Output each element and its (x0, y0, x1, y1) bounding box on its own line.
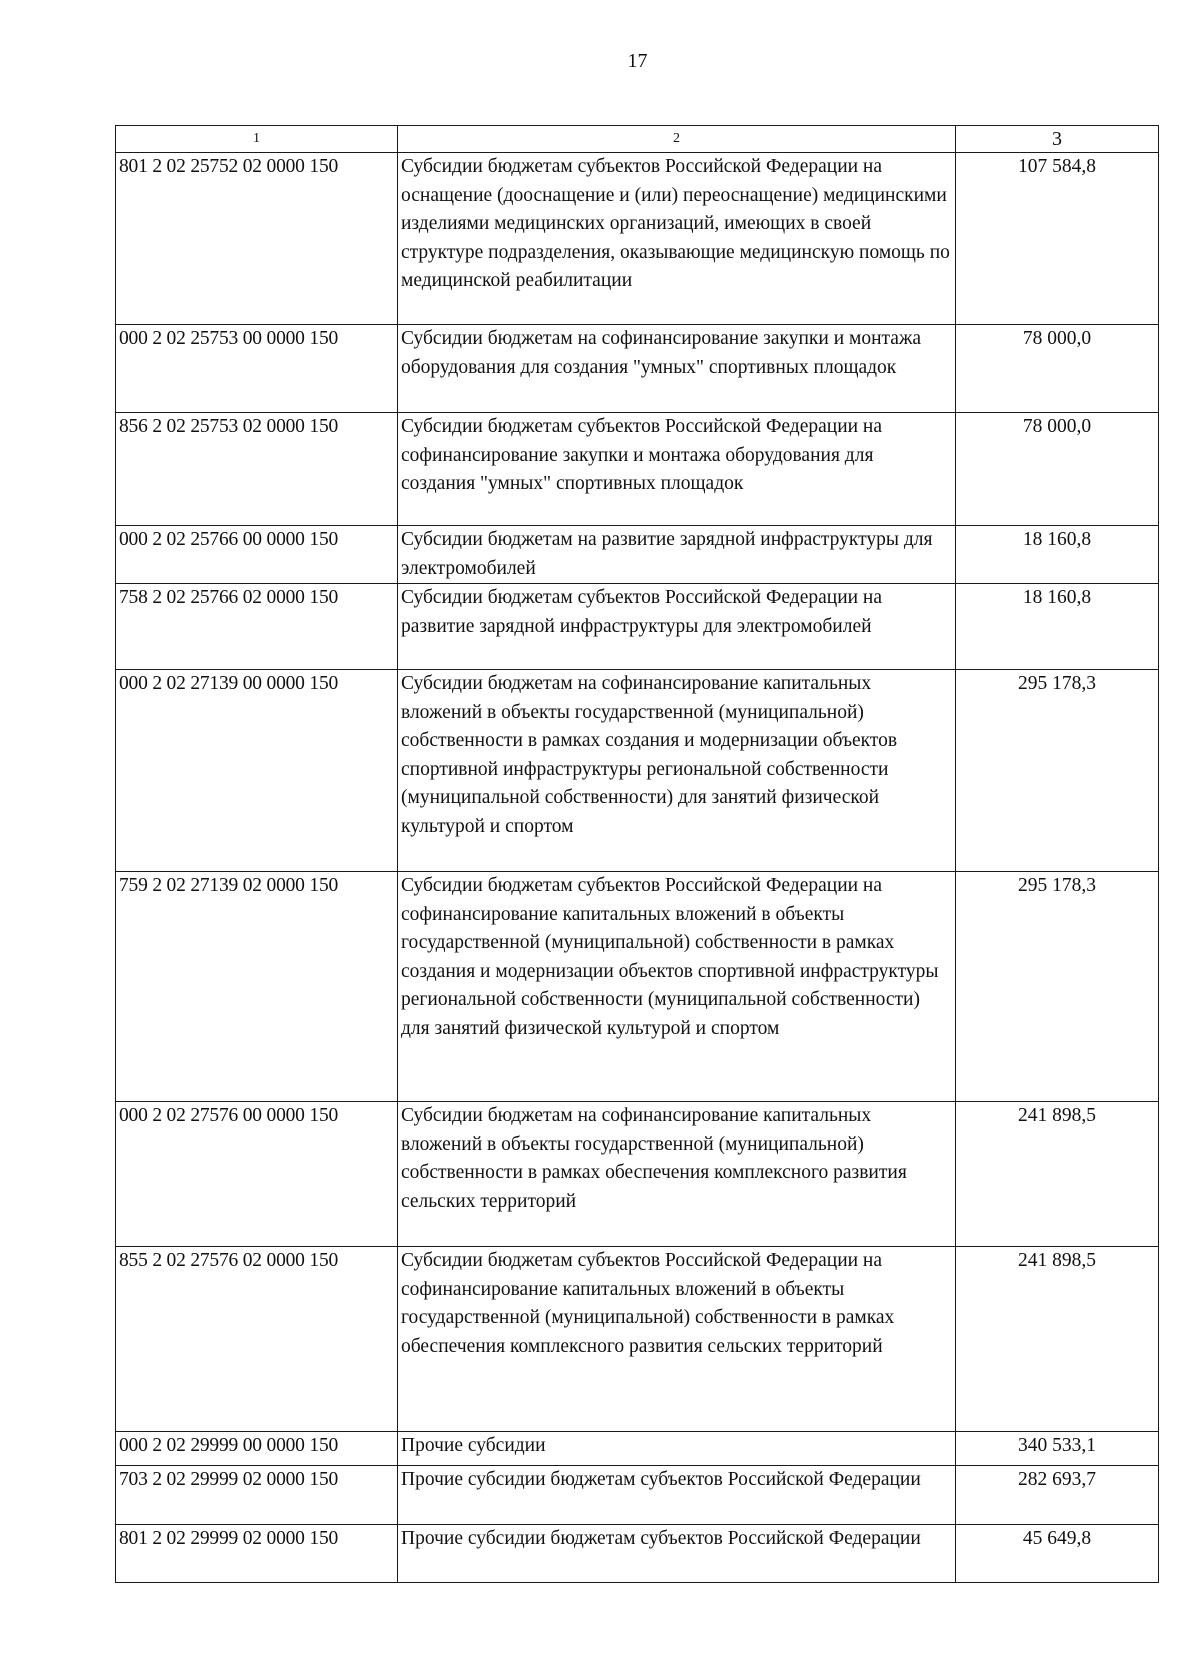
amount: 241 898,5 (956, 1247, 1159, 1432)
table-row (116, 584, 1159, 670)
table-row (116, 670, 1159, 872)
revenue-description: Прочие субсидии (398, 1432, 956, 1466)
revenue-description: Субсидии бюджетам субъектов Российской Федерации на софинансирование закупки и монтажа оборудования для создания "умных" спортивных площадок (398, 413, 956, 526)
budget-classification-code: 000 2 02 25766 00 0000 150 (116, 526, 398, 584)
budget-classification-code: 703 2 02 29999 02 0000 150 (116, 1466, 398, 1525)
amount: 18 160,8 (956, 584, 1159, 670)
budget-revenue-table (115, 125, 1159, 1583)
revenue-description: Прочие субсидии бюджетам субъектов Российской Федерации (398, 1525, 956, 1583)
revenue-description: Субсидии бюджетам субъектов Российской Федерации на софинансирование капитальных вложений в объекты государственной (муниципальной) собственности в рамках обеспечения комплексного развития сельских территорий (398, 1247, 956, 1432)
budget-classification-code: 801 2 02 25752 02 0000 150 (116, 153, 398, 325)
revenue-description: Субсидии бюджетам на софинансирование капитальных вложений в объекты государственной (муниципальной) собственности в рамках обеспечения комплексного развития сельских территорий (398, 1102, 956, 1247)
revenue-description: Субсидии бюджетам на софинансирование закупки и монтажа оборудования для создания "умных" спортивных площадок (398, 325, 956, 413)
column-header-3: 3 (956, 126, 1159, 153)
table-row (116, 872, 1159, 1102)
budget-classification-code: 856 2 02 25753 02 0000 150 (116, 413, 398, 526)
revenue-description: Субсидии бюджетам на развитие зарядной инфраструктуры для электромобилей (398, 526, 956, 584)
table-row (116, 1247, 1159, 1432)
table-row (116, 413, 1159, 526)
table-row (116, 1102, 1159, 1247)
amount: 241 898,5 (956, 1102, 1159, 1247)
budget-classification-code: 000 2 02 27139 00 0000 150 (116, 670, 398, 872)
table-row (116, 153, 1159, 325)
budget-classification-code: 000 2 02 27576 00 0000 150 (116, 1102, 398, 1247)
table-row (116, 1432, 1159, 1466)
budget-classification-code: 801 2 02 29999 02 0000 150 (116, 1525, 398, 1583)
amount: 107 584,8 (956, 153, 1159, 325)
table-row (116, 325, 1159, 413)
budget-classification-code: 759 2 02 27139 02 0000 150 (116, 872, 398, 1102)
revenue-description: Субсидии бюджетам субъектов Российской Федерации на оснащение (дооснащение и (или) переоснащение) медицинскими изделиями медицинских организаций, имеющих в своей структуре подразделения, оказывающие медицинскую помощь по медицинской реабилитации (398, 153, 956, 325)
revenue-description: Субсидии бюджетам субъектов Российской Федерации на софинансирование капитальных вложений в объекты государственной (муниципальной) собственности в рамках создания и модернизации объектов спортивной инфраструктуры региональной собственности (муниципальной собственности) для занятий физической культурой и спортом (398, 872, 956, 1102)
amount: 295 178,3 (956, 872, 1159, 1102)
amount: 282 693,7 (956, 1466, 1159, 1525)
table-row (116, 526, 1159, 584)
amount: 295 178,3 (956, 670, 1159, 872)
revenue-description: Субсидии бюджетам на софинансирование капитальных вложений в объекты государственной (муниципальной) собственности в рамках создания и модернизации объектов спортивной инфраструктуры региональной собственности (муниципальной собственности) для занятий физической культурой и спортом (398, 670, 956, 872)
table-row (116, 1525, 1159, 1583)
revenue-description: Прочие субсидии бюджетам субъектов Российской Федерации (398, 1466, 956, 1525)
column-header-2: 2 (398, 126, 956, 153)
budget-classification-code: 855 2 02 27576 02 0000 150 (116, 1247, 398, 1432)
page-number: 17 (627, 50, 648, 72)
table-header-row (116, 126, 1159, 153)
amount: 78 000,0 (956, 413, 1159, 526)
table-row (116, 1466, 1159, 1525)
amount: 340 533,1 (956, 1432, 1159, 1466)
budget-classification-code: 758 2 02 25766 02 0000 150 (116, 584, 398, 670)
column-header-1: 1 (116, 126, 398, 153)
amount: 45 649,8 (956, 1525, 1159, 1583)
budget-classification-code: 000 2 02 29999 00 0000 150 (116, 1432, 398, 1466)
amount: 18 160,8 (956, 526, 1159, 584)
revenue-description: Субсидии бюджетам субъектов Российской Федерации на развитие зарядной инфраструктуры для электромобилей (398, 584, 956, 670)
amount: 78 000,0 (956, 325, 1159, 413)
budget-classification-code: 000 2 02 25753 00 0000 150 (116, 325, 398, 413)
